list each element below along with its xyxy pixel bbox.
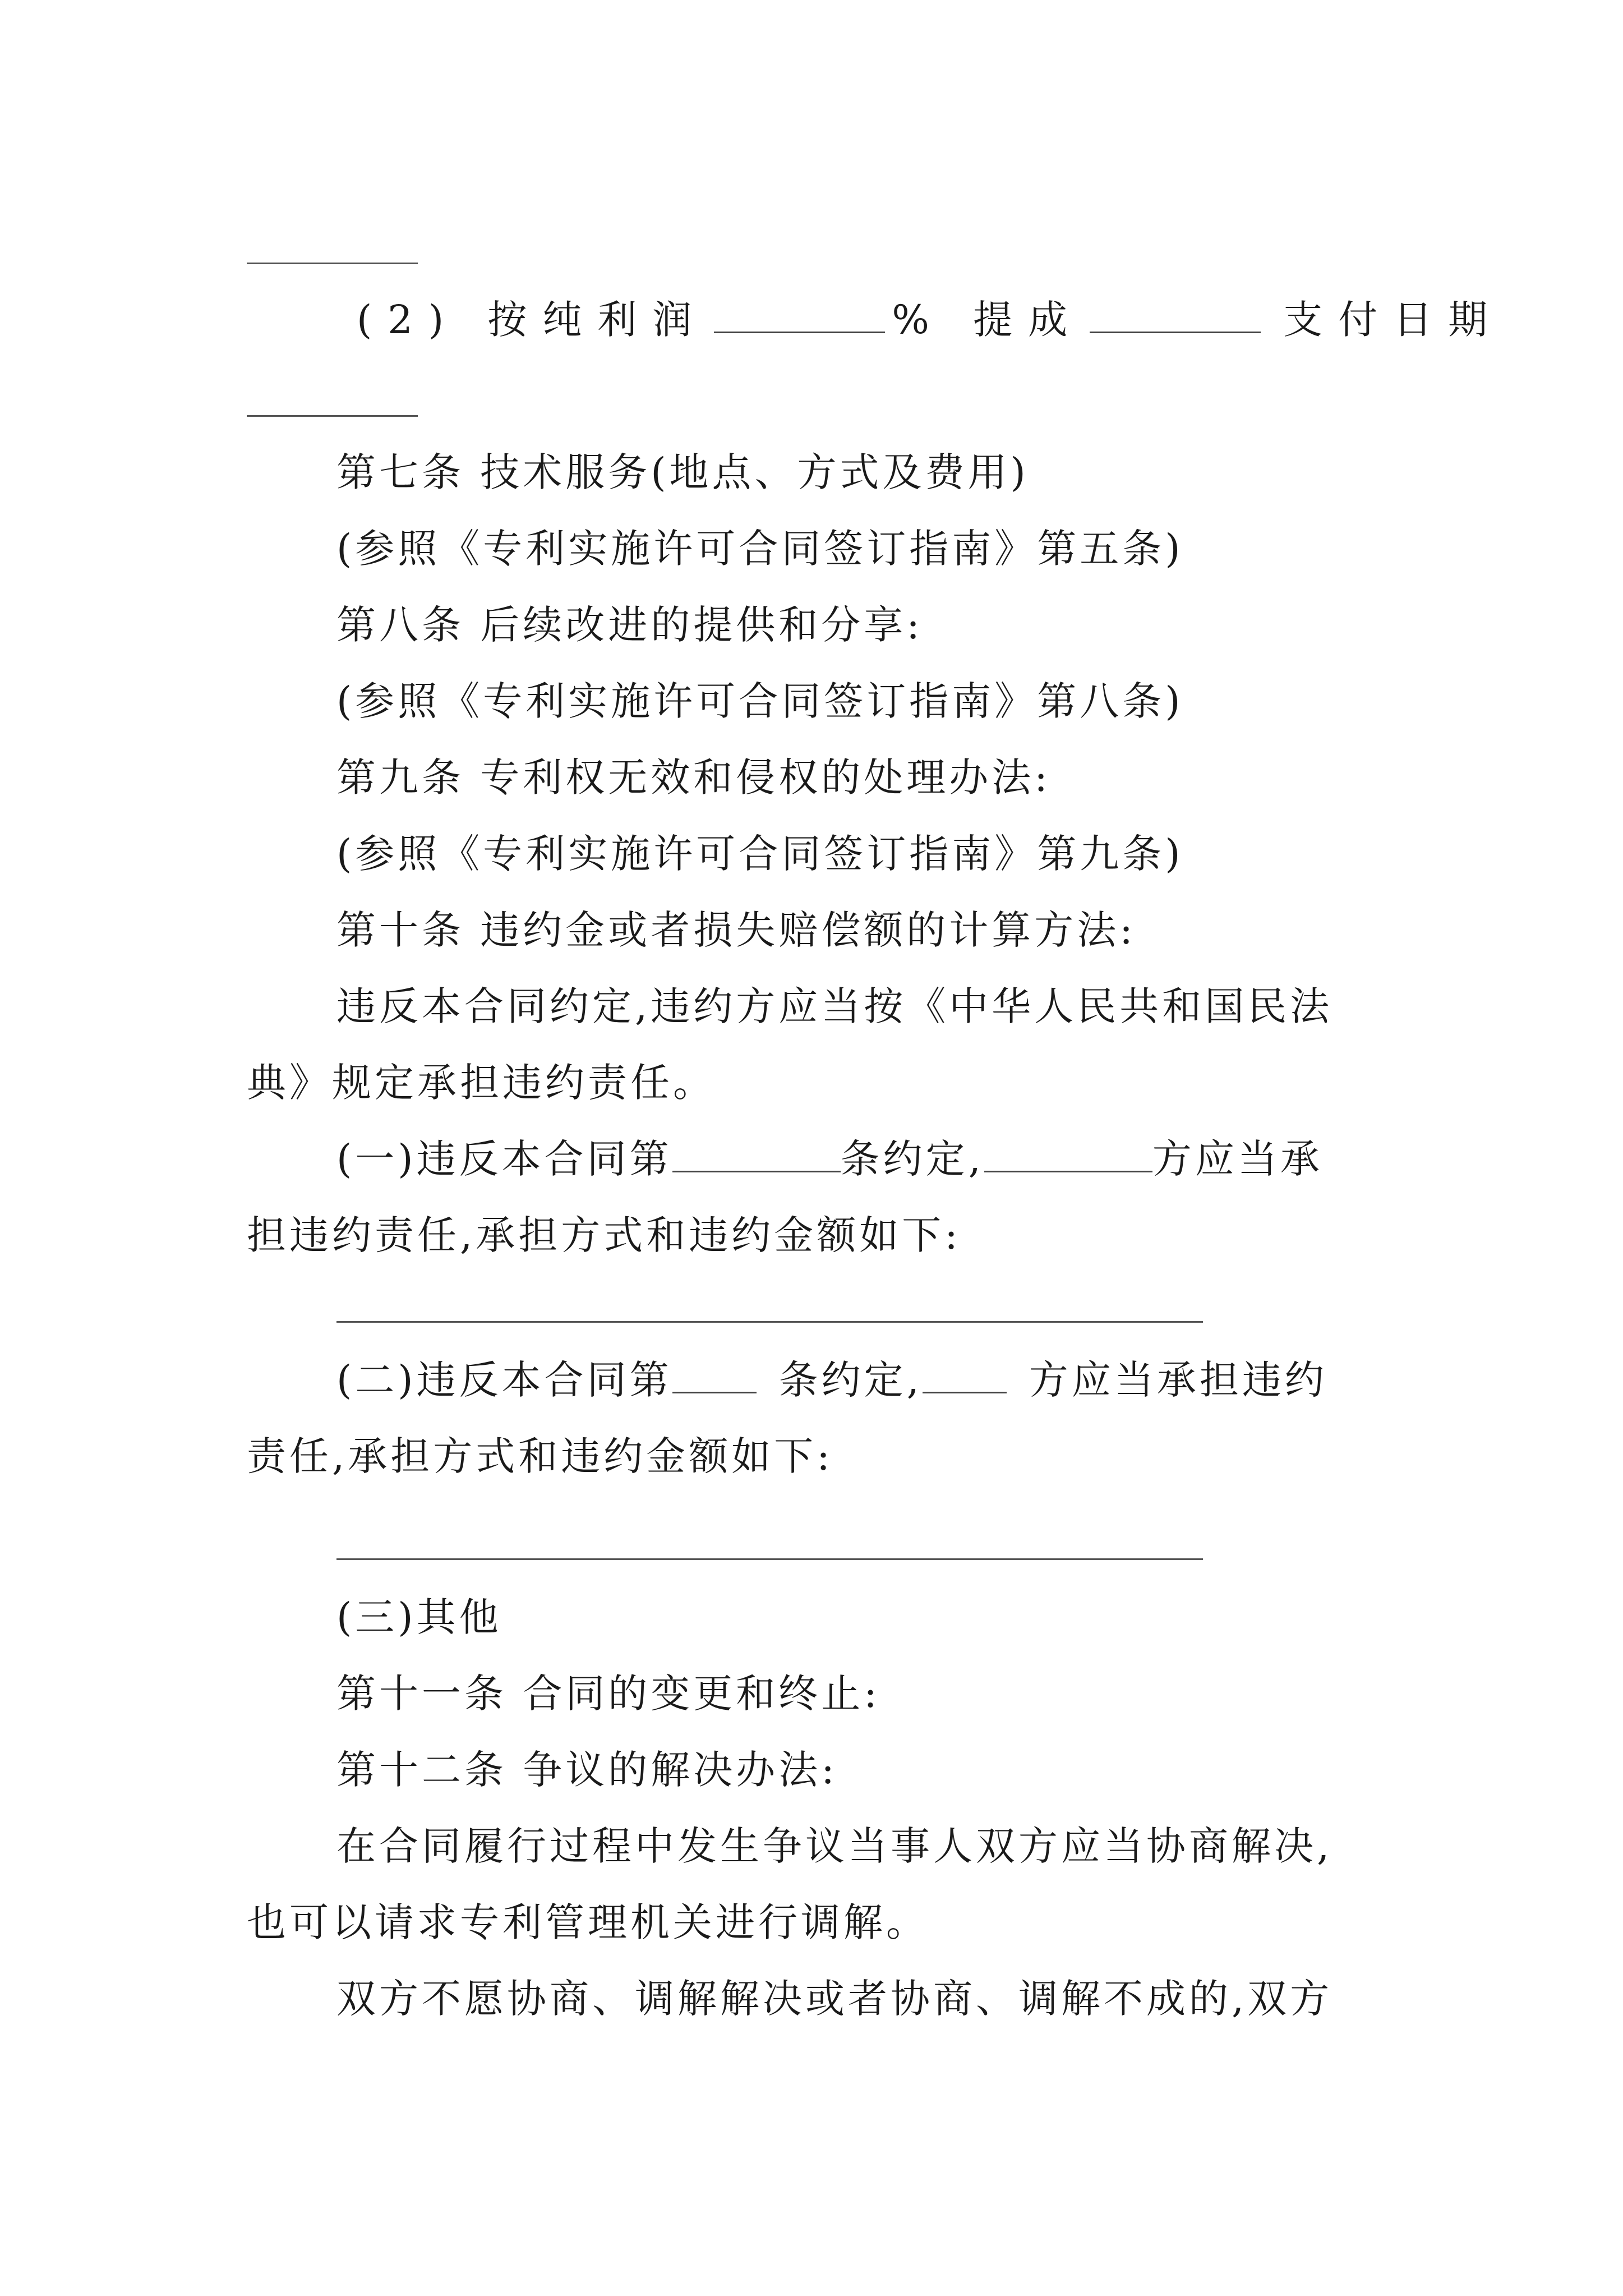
clause-3: (三)其他 [336,1594,502,1640]
article-8-reference: (参照《专利实施许可合同签订指南》第八条) [336,678,1184,724]
article-10-heading: 第十条 违约金或者损失赔偿额的计算方法: [336,907,1136,953]
clause-1-text-a: (一)违反本合同第 [336,1136,672,1182]
article-12-paragraph-cont: 也可以请求专利管理机关进行调解。 [247,1899,929,1945]
blank-field [923,1358,1007,1393]
article-12-paragraph: 在合同履行过程中发生争议当事人双方应当协商解决, [336,1823,1333,1869]
article-7-reference: (参照《专利实施许可合同签订指南》第五条) [336,526,1184,572]
royalty-text: 按纯利润 [487,297,708,343]
blank-line [336,1558,1203,1560]
clause-2-text-c: 方应当承担违约 [1029,1357,1327,1403]
commission-text: 提成 [973,297,1083,343]
blank-field [1090,298,1261,333]
article-9-heading: 第九条 专利权无效和侵权的处理办法: [336,754,1051,800]
blank-line [247,263,418,264]
clause-1-text-c: 方应当承 [1152,1136,1323,1182]
percent-sign: % [892,297,945,343]
article-10-paragraph: 违反本合同约定,违约方应当按《中华人民共和国民法 [336,983,1333,1029]
article-8-heading: 第八条 后续改进的提供和分享: [336,602,923,648]
article-10-paragraph-cont: 典》规定承担违约责任。 [247,1060,716,1106]
clause-2-line [336,1352,1327,1408]
royalty-line [357,292,1503,348]
clause-2-cont: 责任,承担方式和违约金额如下: [247,1433,833,1479]
clause-2-text-a: (二)违反本合同第 [336,1357,672,1403]
clause-1-line [336,1131,1323,1187]
blank-field [672,1358,757,1393]
article-9-reference: (参照《专利实施许可合同签订指南》第九条) [336,831,1184,877]
article-11-heading: 第十一条 合同的变更和终止: [336,1671,880,1717]
blank-line [336,1321,1203,1323]
clause-2-text-b: 条约定, [778,1357,923,1403]
clause-1-text-b: 条约定, [840,1136,984,1182]
article-12-paragraph-2: 双方不愿协商、调解解决或者协商、调解不成的,双方 [336,1976,1333,2022]
article-12-heading: 第十二条 争议的解决办法: [336,1747,838,1793]
pay-date-text: 支付日期 [1283,297,1504,343]
article-7-heading: 第七条 技术服务(地点、方式及费用) [336,449,1029,495]
blank-line [247,415,418,417]
blank-field [984,1137,1152,1172]
blank-field [714,298,885,333]
item-number: (2) [357,297,460,343]
clause-1-cont: 担违约责任,承担方式和违约金额如下: [247,1212,961,1258]
blank-field [672,1137,841,1172]
